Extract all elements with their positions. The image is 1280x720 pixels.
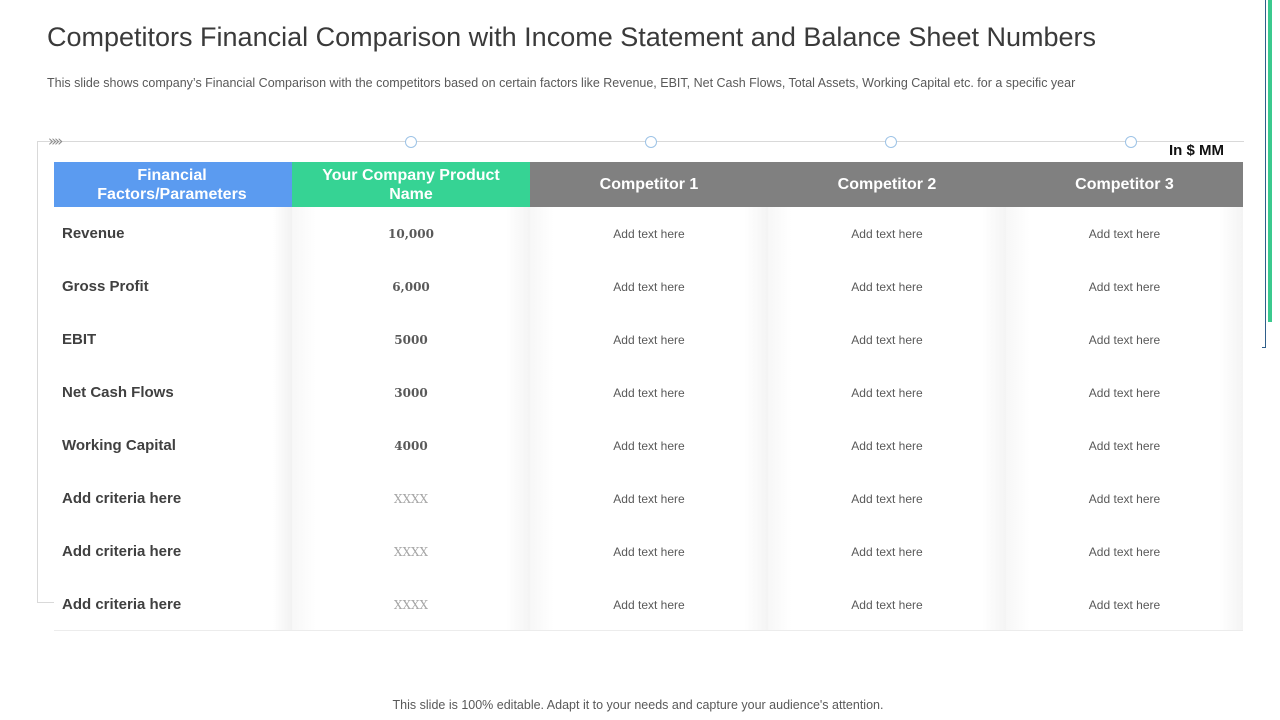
row-label: Gross Profit — [54, 260, 292, 313]
competitor-1-value: Add text here — [530, 207, 768, 260]
row-label: Net Cash Flows — [54, 366, 292, 419]
header-competitor-2: Competitor 2 — [768, 162, 1006, 207]
competitor-2-value: Add text here — [768, 366, 1006, 419]
right-accent-bar — [1268, 0, 1272, 322]
competitor-3-value: Add text here — [1006, 472, 1243, 525]
competitor-2-value: Add text here — [768, 313, 1006, 366]
competitor-3-value: Add text here — [1006, 366, 1243, 419]
timeline-dot — [405, 136, 417, 148]
competitor-1-value: Add text here — [530, 578, 768, 631]
unit-label: In $ MM — [1169, 142, 1224, 159]
competitor-2-value: Add text here — [768, 207, 1006, 260]
right-accent-line — [1265, 0, 1266, 348]
competitor-2-value: Add text here — [768, 578, 1006, 631]
table-bottom-line — [54, 630, 1243, 631]
competitor-3-value: Add text here — [1006, 525, 1243, 578]
company-value: XXXX — [292, 525, 530, 578]
competitor-3-value: Add text here — [1006, 260, 1243, 313]
row-label: Add criteria here — [54, 525, 292, 578]
competitor-1-value: Add text here — [530, 472, 768, 525]
row-label: Add criteria here — [54, 472, 292, 525]
competitor-3-value: Add text here — [1006, 419, 1243, 472]
row-label: Revenue — [54, 207, 292, 260]
slide-footer: This slide is 100% editable. Adapt it to your needs and capture your audience's attention. — [392, 698, 884, 712]
timeline-dot — [885, 136, 897, 148]
row-label: EBIT — [54, 313, 292, 366]
timeline-dot — [645, 136, 657, 148]
right-accent-tick — [1262, 347, 1266, 348]
timeline-dot — [1125, 136, 1137, 148]
row-label: Working Capital — [54, 419, 292, 472]
company-value: 6,000 — [292, 260, 530, 313]
competitor-2-value: Add text here — [768, 419, 1006, 472]
frame-bottom-stub — [37, 602, 54, 603]
competitor-1-value: Add text here — [530, 525, 768, 578]
slide-title: Competitors Financial Comparison with Income Statement and Balance Sheet Numbers — [47, 22, 1097, 52]
competitor-2-value: Add text here — [768, 260, 1006, 313]
competitor-1-value: Add text here — [530, 260, 768, 313]
competitor-1-value: Add text here — [530, 313, 768, 366]
comparison-table — [54, 162, 1243, 631]
company-value: 4000 — [292, 419, 530, 472]
company-value: XXXX — [292, 472, 530, 525]
company-value: 3000 — [292, 366, 530, 419]
header-competitor-1: Competitor 1 — [530, 162, 768, 207]
company-value: 5000 — [292, 313, 530, 366]
header-competitor-3: Competitor 3 — [1006, 162, 1243, 207]
competitor-1-value: Add text here — [530, 366, 768, 419]
frame-left-line — [37, 141, 38, 603]
chevron-right-icon: »» — [48, 132, 61, 150]
company-value: 10,000 — [292, 207, 530, 260]
company-value: XXXX — [292, 578, 530, 631]
row-label: Add criteria here — [54, 578, 292, 631]
competitor-3-value: Add text here — [1006, 207, 1243, 260]
competitor-2-value: Add text here — [768, 472, 1006, 525]
header-your-company: Your Company Product Name — [292, 162, 530, 207]
frame-top-line — [37, 141, 1244, 142]
header-financial-factors: Financial Factors/Parameters — [54, 162, 292, 207]
competitor-3-value: Add text here — [1006, 313, 1243, 366]
competitor-2-value: Add text here — [768, 525, 1006, 578]
competitor-1-value: Add text here — [530, 419, 768, 472]
slide-subtitle: This slide shows company’s Financial Comparison with the competitors based on certain factors like Revenue, EBIT, Net Cash Flows, Total Assets, Working Capital etc. for a specific year — [47, 76, 1076, 90]
competitor-3-value: Add text here — [1006, 578, 1243, 631]
